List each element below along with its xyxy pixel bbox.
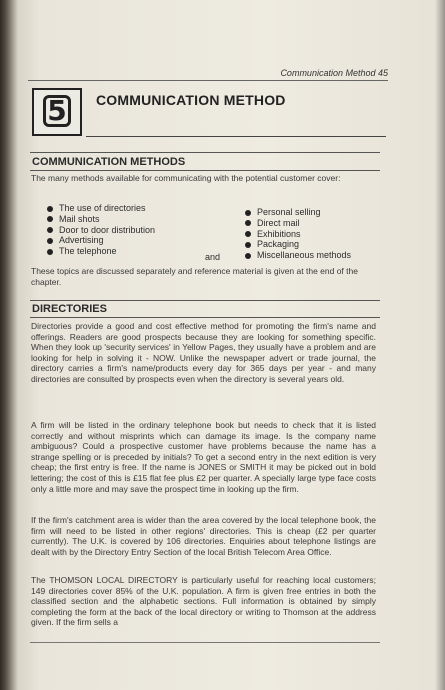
methods-list-right — [244, 207, 351, 261]
section-top-rule — [30, 300, 380, 301]
list-item: Personal selling — [244, 207, 351, 218]
section-bottom-rule — [30, 317, 380, 318]
list-item: Mail shots — [46, 214, 155, 225]
methods-list-left — [46, 203, 155, 257]
intro-paragraph: The many methods available for communicating with the potential customer cover: — [31, 173, 341, 183]
directories-paragraph-2: A firm will be listed in the ordinary telephone book but needs to check that it is listed correctly and without misprints which can damage its image. Is the company name ambiguous? Could a prospective customer have problems because the name has a strange spelling or is preceded by initials? To get a second entry in the next edition is very cheap; the first entry is free. If the name is JONES or SMITH it may be picked out in bold lettering; the cost of this is £15 flat fee plus £2 per quarter. A specially large type face costs only a little more and may save the prospect time in looking up the firm. — [31, 420, 376, 494]
section-heading-communication-methods: COMMUNICATION METHODS — [32, 156, 186, 168]
list-item: Direct mail — [244, 218, 351, 229]
list-item: Miscellaneous methods — [244, 250, 351, 261]
section-heading-directories: DIRECTORIES — [32, 303, 107, 315]
header-rule — [28, 80, 388, 81]
outro-paragraph: These topics are discussed separately and reference material is given at the end of the chapter. — [31, 266, 358, 287]
list-item: Door to door distribution — [46, 225, 155, 236]
directories-paragraph-1: Directories provide a good and cost effective method for promoting the firm's name and offerings. Readers are good prospects because they are looking for something specific. When they look up 'security services' in Yellow Pages, they usually have a problem and are looking for help in solving it - NOW. Unlike the newspaper advert or trade journal, the directory carries a firm's name/products every day for 365 days per year - and many directories are consulted by prospects even when the directory is several years old. — [31, 321, 376, 384]
list-item: Advertising — [46, 235, 155, 246]
directories-paragraph-4: The THOMSON LOCAL DIRECTORY is particularly useful for reaching local customers; 149 directories cover 85% of the U.K. population. A firm is given free entries in both the classified section and the alphabetic sections. Full information is obtained by simply completing the form at the back of the local directory or writing to Thomson at the address given. If the firm sells a — [31, 575, 376, 628]
section-top-rule — [30, 152, 380, 153]
directories-paragraph-3: If the firm's catchment area is wider than the area covered by the local telephone book, the firm will need to be listed in other regions' directories. This is cheap (£2 per quarter currently). The U.K. is covered by 106 directories. Enquiries about telephone listings are dealt with by the Directory Entry Section of the local British Telecom Area Office. — [31, 515, 376, 557]
list-item: The use of directories — [46, 203, 155, 214]
list-item: Exhibitions — [244, 229, 351, 240]
list-connector: and — [205, 252, 221, 262]
page-bottom-rule — [30, 642, 380, 643]
chapter-title: COMMUNICATION METHOD — [96, 92, 286, 108]
list-item: Packaging — [244, 239, 351, 250]
chapter-title-rule — [86, 136, 386, 137]
chapter-number: 5 — [43, 95, 71, 127]
list-item: The telephone — [46, 246, 155, 257]
chapter-number-box — [32, 88, 82, 136]
running-head: Communication Method 45 — [280, 68, 388, 78]
section-bottom-rule — [30, 170, 380, 171]
